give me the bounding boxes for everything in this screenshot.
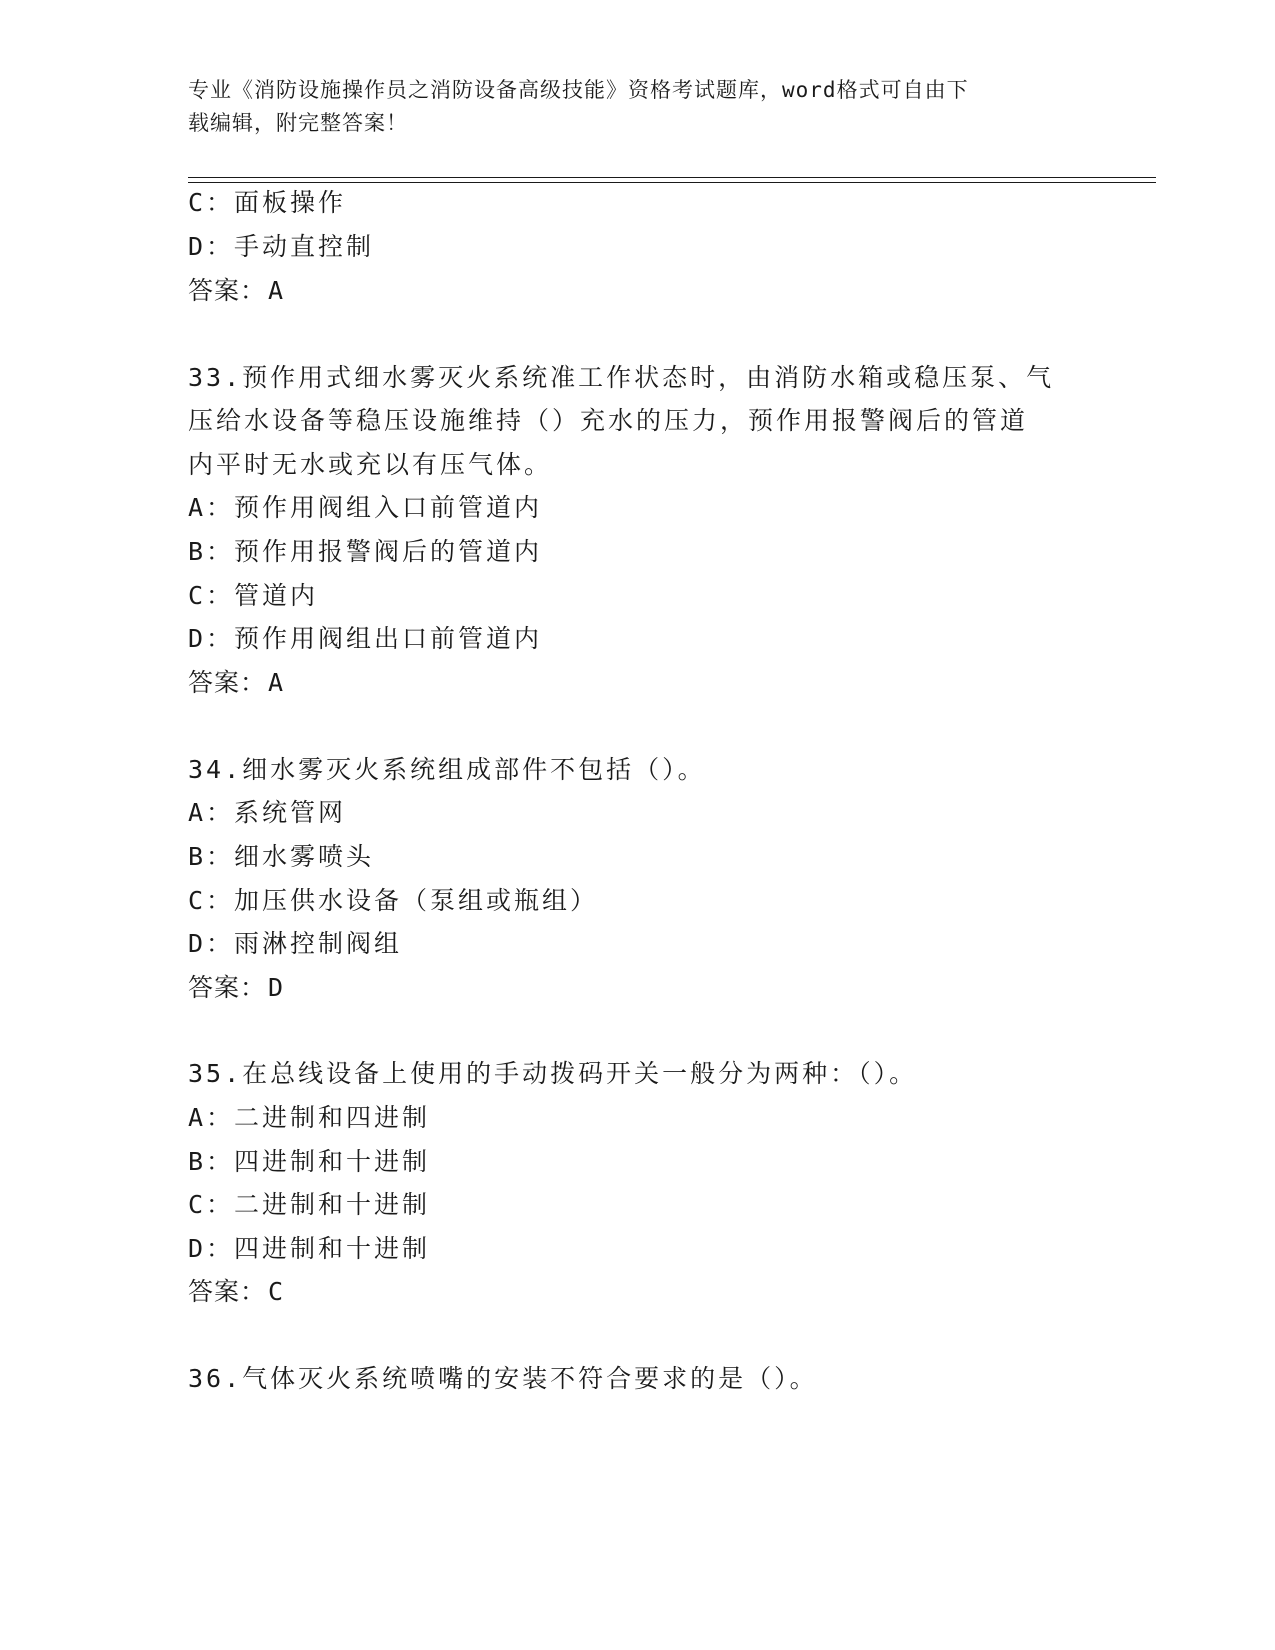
q35-option-c: C：二进制和十进制 — [188, 1190, 431, 1219]
prev-answer — [188, 275, 284, 307]
q33-option-b: B：预作用报警阀后的管道内 — [188, 537, 543, 566]
header-rule-top — [188, 177, 1156, 178]
q34-answer — [188, 972, 284, 1004]
header-rule-bottom — [188, 182, 1156, 183]
prev-option-d: D：手动直控制 — [188, 232, 375, 261]
q34-option-d: D：雨淋控制阀组 — [188, 929, 403, 958]
q33-text-line-1: 33.预作用式细水雾灭火系统准工作状态时，由消防水箱或稳压泵、气 — [188, 363, 1055, 392]
header-line-1: 专业《消防设施操作员之消防设备高级技能》资格考试题库，word格式可自由下 — [188, 78, 969, 102]
q35-answer — [188, 1276, 284, 1308]
q34-text-line-1: 34.细水雾灭火系统组成部件不包括（）。 — [188, 755, 706, 784]
q33-answer — [188, 667, 284, 699]
prev-option-c: C：面板操作 — [188, 188, 347, 217]
q35-option-d: D：四进制和十进制 — [188, 1234, 431, 1263]
q34-option-b: B：细水雾喷头 — [188, 842, 375, 871]
document-header — [188, 74, 1068, 140]
answer-label: 答案： — [188, 1277, 267, 1306]
header-line-2: 载编辑，附完整答案！ — [188, 111, 408, 135]
q35-text-line-1: 35.在总线设备上使用的手动拨码开关一般分为两种：（）。 — [188, 1059, 918, 1088]
q34-option-a: A：系统管网 — [188, 798, 347, 827]
q33-text-line-2: 压给水设备等稳压设施维持（）充水的压力，预作用报警阀后的管道 — [188, 406, 1029, 435]
q35-option-a: A：二进制和四进制 — [188, 1103, 431, 1132]
answer-value: A — [268, 668, 285, 697]
q33-option-d: D：预作用阀组出口前管道内 — [188, 624, 543, 653]
answer-value: D — [268, 973, 285, 1002]
answer-label: 答案： — [188, 668, 267, 697]
answer-value: A — [268, 276, 285, 305]
answer-value: C — [268, 1277, 285, 1306]
q35-option-b: B：四进制和十进制 — [188, 1147, 431, 1176]
q36-text-line-1: 36.气体灭火系统喷嘴的安装不符合要求的是（）。 — [188, 1364, 818, 1393]
q34-option-c: C：加压供水设备（泵组或瓶组） — [188, 886, 599, 915]
answer-label: 答案： — [188, 276, 267, 305]
answer-label: 答案： — [188, 973, 267, 1002]
q33-option-a: A：预作用阀组入口前管道内 — [188, 493, 543, 522]
q33-option-c: C：管道内 — [188, 581, 319, 610]
q33-text-line-3: 内平时无水或充以有压气体。 — [188, 450, 553, 479]
